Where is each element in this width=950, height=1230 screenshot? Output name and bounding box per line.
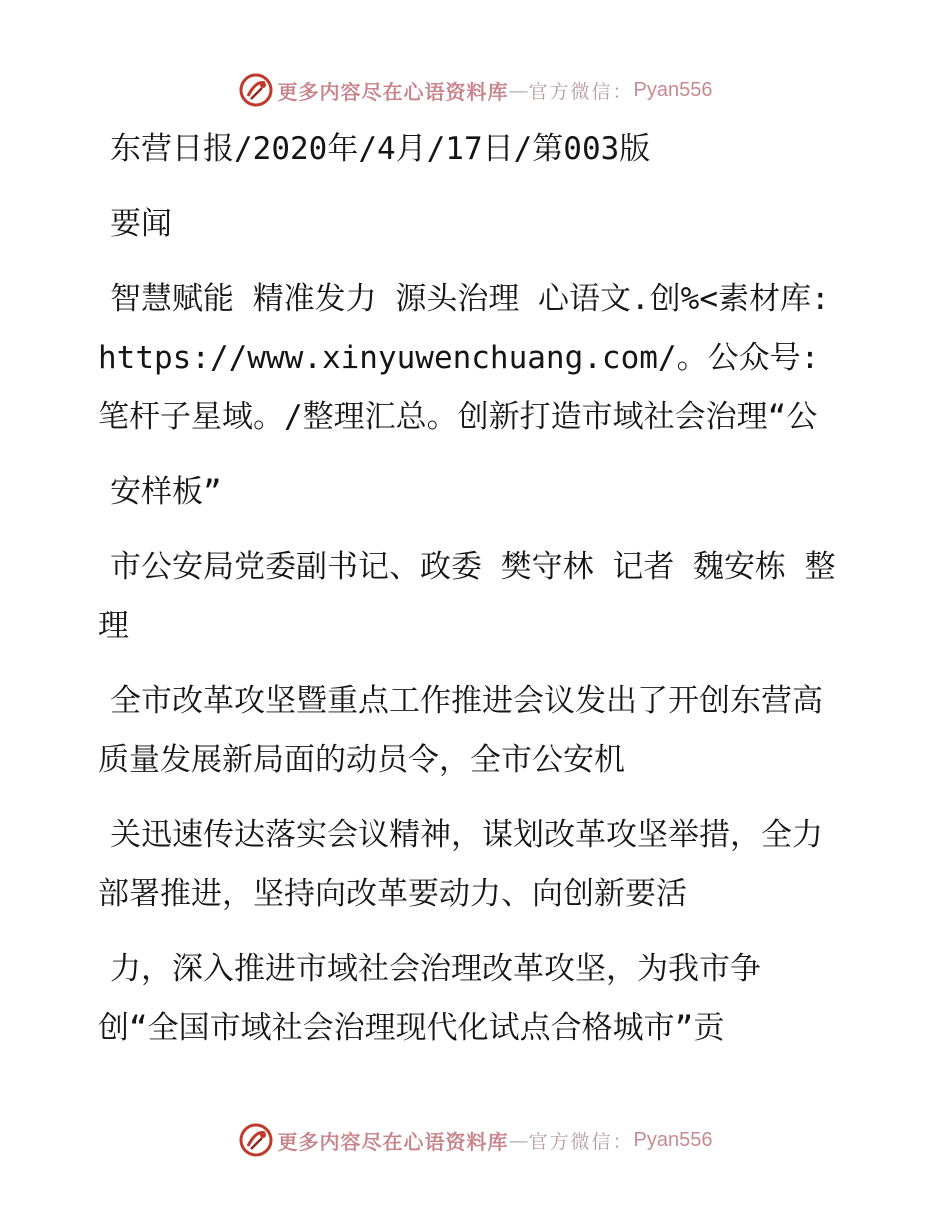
article-body <box>98 120 838 1074</box>
banner-main-text: 更多内容尽在心语资料库 <box>277 1129 509 1154</box>
header-watermark-banner <box>0 68 950 112</box>
article-section: 要闻 <box>110 206 172 242</box>
logo-icon <box>238 72 274 108</box>
article-paragraph: 力，深入推进市域社会治理改革攻坚，为我市争创“全国市域社会治理现代化试点合格城市”贡 <box>98 951 761 1046</box>
article-headline: 智慧赋能 精准发力 源头治理 心语文.创%<素材库: https://www.xinyuwenchuang.com/。公众号: 笔杆子星域。/整理汇总。创新打造市域社会治理“公 <box>98 281 830 435</box>
banner-wechat-id: Pyan556 <box>633 1128 713 1151</box>
banner-main-text: 更多内容尽在心语资料库 <box>277 79 509 104</box>
footer-watermark-banner <box>0 1118 950 1162</box>
article-byline: 市公安局党委副书记、政委 樊守林 记者 魏安栋 整理 <box>98 549 836 644</box>
logo-icon <box>238 1122 274 1158</box>
banner-separator: — <box>508 1128 529 1152</box>
banner-wechat-id: Pyan556 <box>633 78 713 101</box>
article-headline-continued: 安样板” <box>110 474 222 510</box>
banner-separator: — <box>508 78 529 102</box>
banner-wechat-label: 官方微信： <box>528 1130 634 1153</box>
article-paragraph: 全市改革攻坚暨重点工作推进会议发出了开创东营高质量发展新局面的动员令，全市公安机 <box>98 683 823 778</box>
banner-wechat-label: 官方微信： <box>528 80 634 103</box>
article-source-line: 东营日报/2020年/4月/17日/第003版 <box>110 131 651 167</box>
article-paragraph: 关迅速传达落实会议精神，谋划改革攻坚举措，全力部署推进，坚持向改革要动力、向创新要活 <box>98 817 823 912</box>
